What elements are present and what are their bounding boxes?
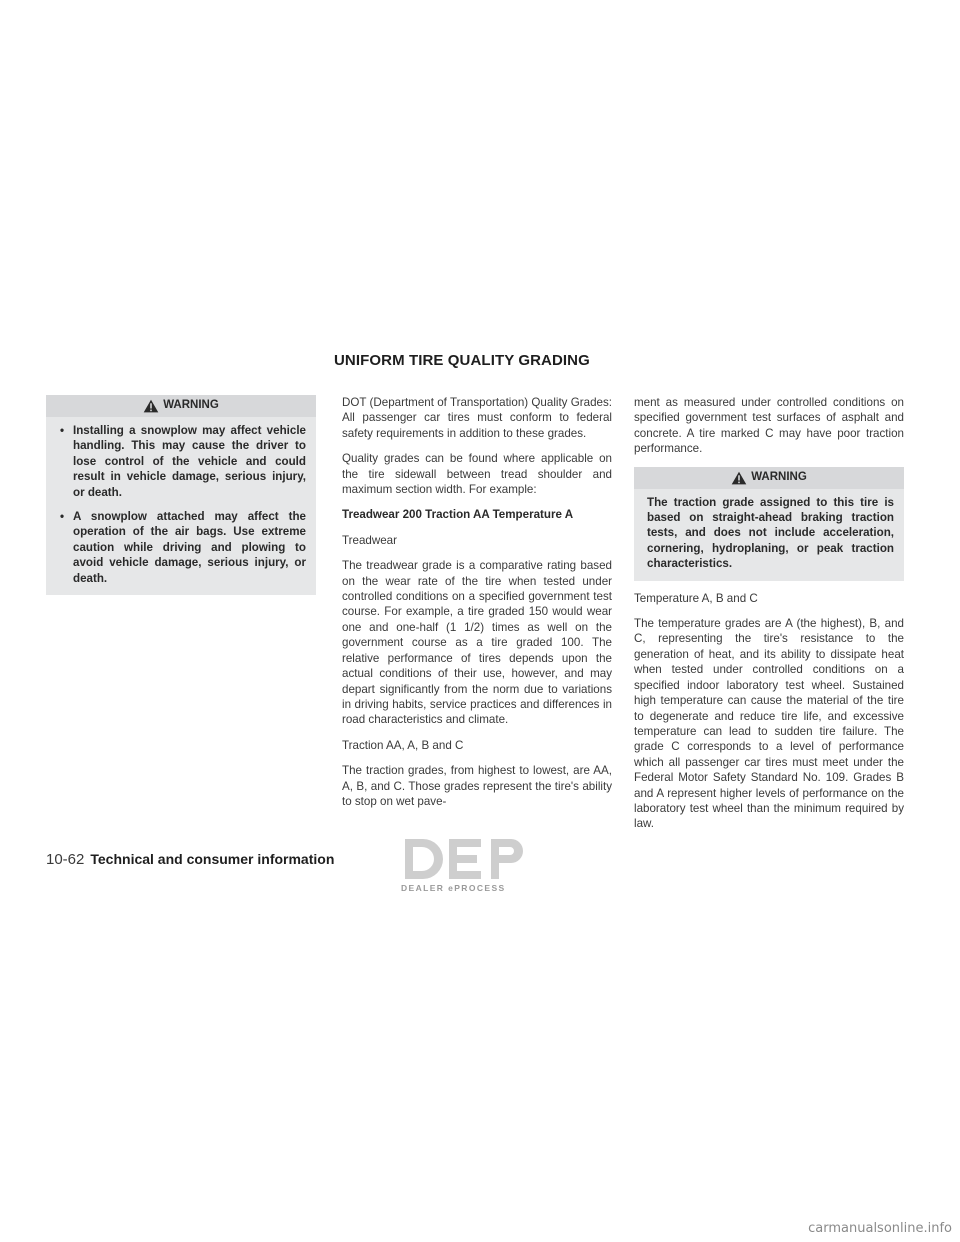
paragraph-traction: The traction grades, from highest to lowest, are AA, A, B, and C. Those grades represent the tire's ability to stop on wet pave- <box>342 764 612 808</box>
warning-body <box>46 417 316 595</box>
column-middle <box>342 395 612 819</box>
paragraph-traction-cont: ment as measured under controlled conditions on specified government test surfaces of asphalt and concrete. A tire marked C may have poor traction performance. <box>634 396 904 456</box>
warning-body <box>634 489 904 581</box>
paragraph-dot-grades: DOT (Department of Transportation) Quality Grades: All passenger car tires must conform to federal safety requirements in addition to these grades. <box>342 396 612 440</box>
dep-logo-icon <box>393 835 543 883</box>
warning-label: WARNING <box>751 470 807 483</box>
warning-text: The traction grade assigned to this tire is based on straight-ahead braking traction tests, and does not include acceleration, cornering, hydroplaning, or peak traction characteristics. <box>647 495 894 571</box>
subheading-treadwear: Treadwear <box>342 533 397 547</box>
warning-item: • A snowplow attached may affect the operation of the air bags. Use extreme caution while driving and plowing to avoid vehicle damage, serious injury, or death. <box>59 509 306 586</box>
warning-header <box>46 395 316 417</box>
site-watermark: carmanualsonline.info <box>808 1221 952 1236</box>
warning-header <box>634 467 904 489</box>
warning-item: • Installing a snowplow may affect vehicle handling. This may cause the driver to lose control of the vehicle and could result in vehicle damage, serious injury, or death. <box>59 423 306 500</box>
column-left <box>46 395 316 595</box>
warning-box-traction <box>634 467 904 581</box>
subheading-traction: Traction AA, A, B and C <box>342 738 464 752</box>
paragraph-temperature: The temperature grades are A (the highest), B, and C, representing the tire's resistance to the generation of heat, and its ability to dissipate heat when tested under controlled conditions on a specified indoor laboratory test wheel. Sustained high temperature can cause the material of the tire to degenerate and reduce tire life, and excessive temperature can lead to sudden tire failure. The grade C corresponds to a level of performance which all passenger car tires must meet under the Federal Motor Safety Standard No. 109. Grades B and A represent higher levels of performance on the laboratory test wheel than the minimum required by law. <box>634 617 904 831</box>
warning-triangle-icon <box>143 399 159 413</box>
example-grade: Treadwear 200 Traction AA Temperature A <box>342 508 574 522</box>
paragraph-where-found: Quality grades can be found where applicable on the tire sidewall between tread shoulder and maximum section width. For example: <box>342 452 612 497</box>
dealer-eprocess-watermark <box>393 835 543 895</box>
paragraph-treadwear: The treadwear grade is a comparative rating based on the wear rate of the tire when tested under controlled conditions on a specified government test course. For example, a tire graded 150 would wear one and one-half (1 1/2) times as well on the government course as a tire graded 100. The relative performance of tires depends upon the actual conditions of their use, however, and may depart significantly from the norm due to variations in driving habits, service practices and differences in road characteristics and climate. <box>342 559 612 727</box>
column-right <box>634 395 904 842</box>
warning-triangle-icon <box>731 471 747 485</box>
section-title: UNIFORM TIRE QUALITY GRADING <box>334 352 590 369</box>
footer-title: Technical and consumer information <box>90 851 335 867</box>
warning-label: WARNING <box>163 399 219 412</box>
page-number: 10-62 <box>46 851 85 868</box>
watermark-text: DEALER ePROCESS <box>401 883 506 893</box>
warning-list <box>59 423 306 586</box>
warning-box-snowplow <box>46 395 316 595</box>
subheading-temperature: Temperature A, B and C <box>634 591 758 605</box>
page-footer <box>46 851 334 868</box>
